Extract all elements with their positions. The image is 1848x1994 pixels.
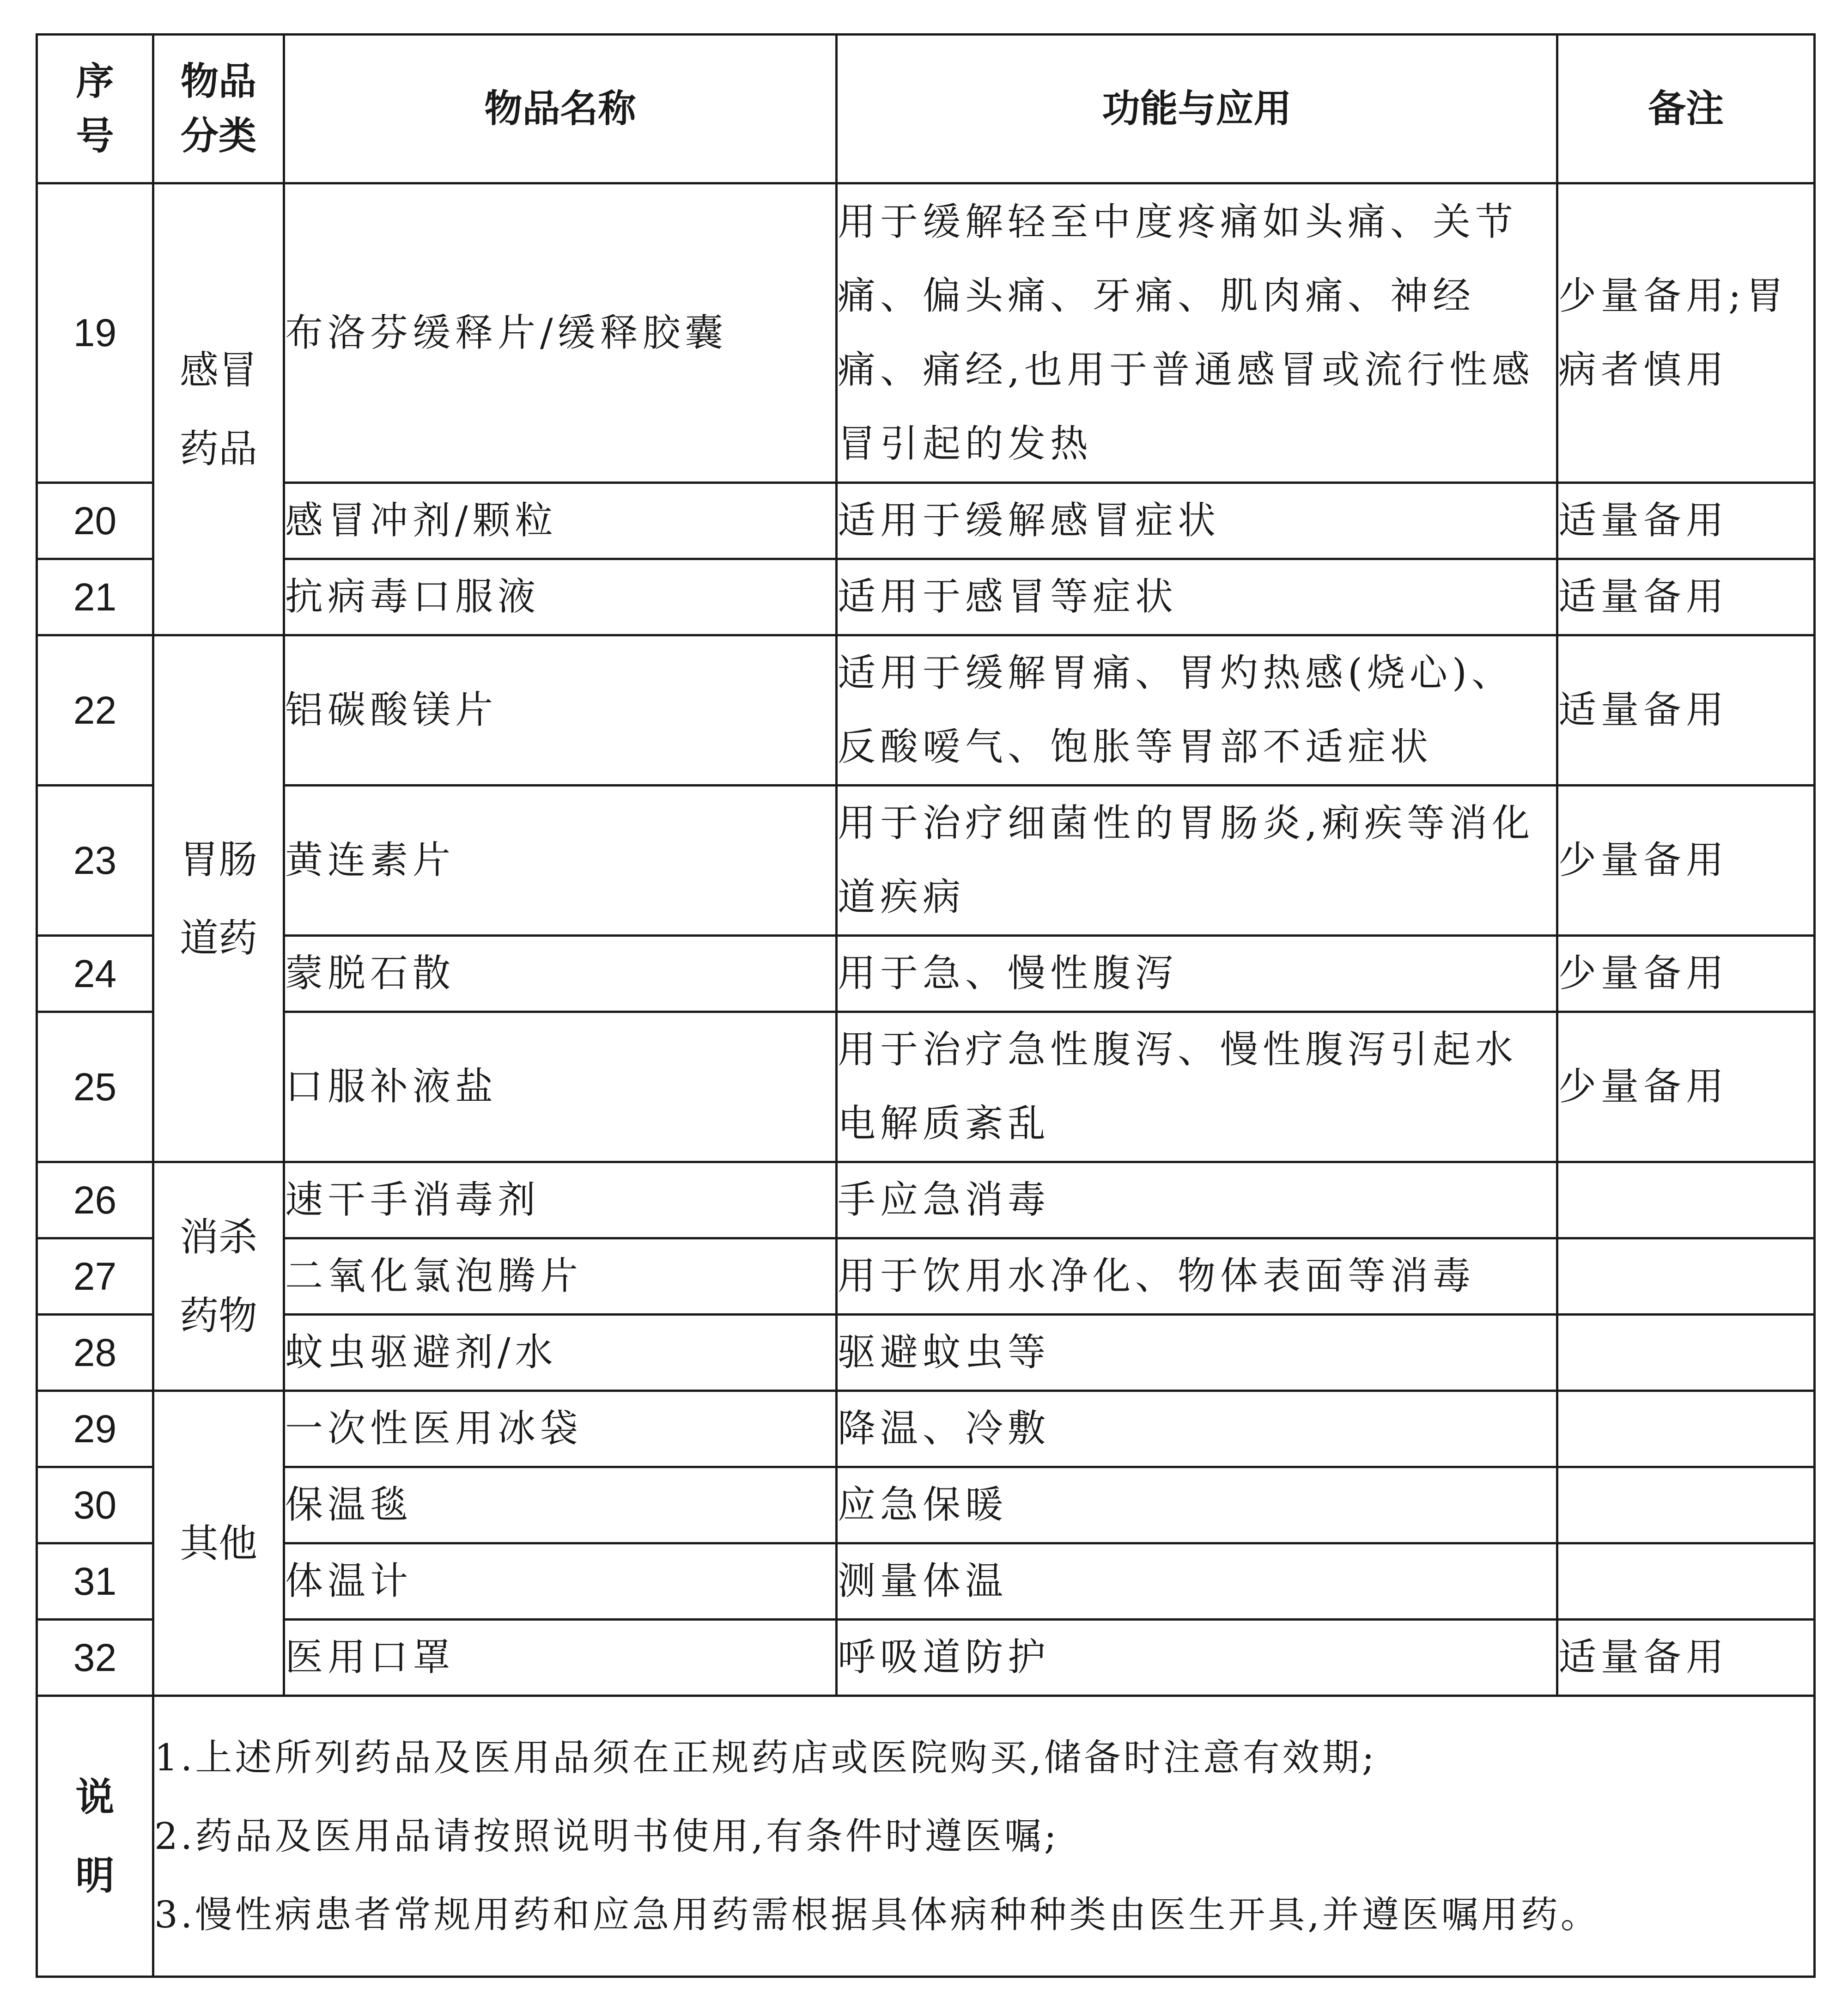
item-function: 呼吸道防护 [837, 1620, 1557, 1696]
item-name: 黄连素片 [284, 786, 837, 936]
table-row [37, 1391, 1815, 1467]
item-function: 适用于缓解胃痛、胃灼热感(烧心)、反酸嗳气、饱胀等胃部不适症状 [837, 635, 1557, 786]
table-row [37, 635, 1815, 786]
description-line: 2.药品及医用品请按照说明书使用,有条件时遵医嘱; [154, 1814, 1059, 1858]
table-row [37, 936, 1815, 1012]
item-remark [1557, 1238, 1815, 1315]
item-remark: 少量备用 [1557, 786, 1815, 936]
category-cold-medicine: 感冒药品 [153, 183, 284, 635]
category-gastro-medicine: 胃肠道药 [153, 635, 284, 1162]
item-function: 适用于感冒等症状 [837, 559, 1557, 635]
table-row [37, 1315, 1815, 1391]
description-line: 3.慢性病患者常规用药和应急用药需根据具体病种种类由医生开具,并遵医嘱用药。 [154, 1893, 1600, 1936]
item-remark [1557, 1391, 1815, 1467]
item-function: 用于治疗细菌性的胃肠炎,痢疾等消化道疾病 [837, 786, 1557, 936]
item-remark: 适量备用 [1557, 1620, 1815, 1696]
item-function: 驱避蚊虫等 [837, 1315, 1557, 1391]
description-line: 1.上述所列药品及医用品须在正规药店或医院购买,储备时注意有效期; [154, 1736, 1377, 1779]
header-category: 物品分类 [153, 35, 284, 183]
row-number: 28 [37, 1315, 153, 1391]
item-function: 适用于缓解感冒症状 [837, 483, 1557, 559]
table-row [37, 1467, 1815, 1543]
item-name: 感冒冲剂/颗粒 [284, 483, 837, 559]
item-remark [1557, 1162, 1815, 1238]
row-number: 30 [37, 1467, 153, 1543]
item-name: 铝碳酸镁片 [284, 635, 837, 786]
item-remark: 适量备用 [1557, 483, 1815, 559]
item-name: 二氧化氯泡腾片 [284, 1238, 837, 1315]
item-name: 口服补液盐 [284, 1012, 837, 1162]
item-function: 用于饮用水净化、物体表面等消毒 [837, 1238, 1557, 1315]
header-row [37, 35, 1815, 183]
item-name: 布洛芬缓释片/缓释胶囊 [284, 183, 837, 483]
item-name: 抗病毒口服液 [284, 559, 837, 635]
header-function: 功能与应用 [837, 35, 1557, 183]
table-row [37, 1543, 1815, 1620]
table-row [37, 786, 1815, 936]
item-name: 体温计 [284, 1543, 837, 1620]
description-row [37, 1696, 1815, 1977]
row-number: 26 [37, 1162, 153, 1238]
description-body [153, 1696, 1815, 1977]
item-remark: 适量备用 [1557, 559, 1815, 635]
item-function: 降温、冷敷 [837, 1391, 1557, 1467]
header-remark: 备注 [1557, 35, 1815, 183]
item-name: 蒙脱石散 [284, 936, 837, 1012]
item-name: 速干手消毒剂 [284, 1162, 837, 1238]
row-number: 32 [37, 1620, 153, 1696]
item-remark: 适量备用 [1557, 635, 1815, 786]
table-row [37, 1238, 1815, 1315]
table-row [37, 183, 1815, 483]
row-number: 24 [37, 936, 153, 1012]
header-item-name: 物品名称 [284, 35, 837, 183]
item-function: 用于治疗急性腹泻、慢性腹泻引起水电解质紊乱 [837, 1012, 1557, 1162]
row-number: 31 [37, 1543, 153, 1620]
item-name: 医用口罩 [284, 1620, 837, 1696]
table-row [37, 559, 1815, 635]
item-remark: 少量备用 [1557, 936, 1815, 1012]
row-number: 27 [37, 1238, 153, 1315]
table-row [37, 1012, 1815, 1162]
row-number: 21 [37, 559, 153, 635]
row-number: 29 [37, 1391, 153, 1467]
item-function: 手应急消毒 [837, 1162, 1557, 1238]
item-function: 用于缓解轻至中度疼痛如头痛、关节痛、偏头痛、牙痛、肌肉痛、神经痛、痛经,也用于普通感冒或流行性感冒引起的发热 [837, 183, 1557, 483]
item-remark [1557, 1467, 1815, 1543]
table-row [37, 483, 1815, 559]
category-other: 其他 [153, 1391, 284, 1696]
row-number: 19 [37, 183, 153, 483]
item-remark: 少量备用 [1557, 1012, 1815, 1162]
description-label: 说明 [37, 1696, 153, 1977]
item-name: 蚊虫驱避剂/水 [284, 1315, 837, 1391]
item-remark [1557, 1543, 1815, 1620]
table-row [37, 1620, 1815, 1696]
table-row [37, 1162, 1815, 1238]
category-disinfectant: 消杀药物 [153, 1162, 284, 1391]
item-name: 保温毯 [284, 1467, 837, 1543]
item-remark [1557, 1315, 1815, 1391]
item-name: 一次性医用冰袋 [284, 1391, 837, 1467]
row-number: 22 [37, 635, 153, 786]
row-number: 23 [37, 786, 153, 936]
item-function: 应急保暖 [837, 1467, 1557, 1543]
item-function: 测量体温 [837, 1543, 1557, 1620]
header-index: 序号 [37, 35, 153, 183]
row-number: 25 [37, 1012, 153, 1162]
medical-supply-table [36, 33, 1816, 1978]
item-remark: 少量备用;胃病者慎用 [1557, 183, 1815, 483]
row-number: 20 [37, 483, 153, 559]
item-function: 用于急、慢性腹泻 [837, 936, 1557, 1012]
